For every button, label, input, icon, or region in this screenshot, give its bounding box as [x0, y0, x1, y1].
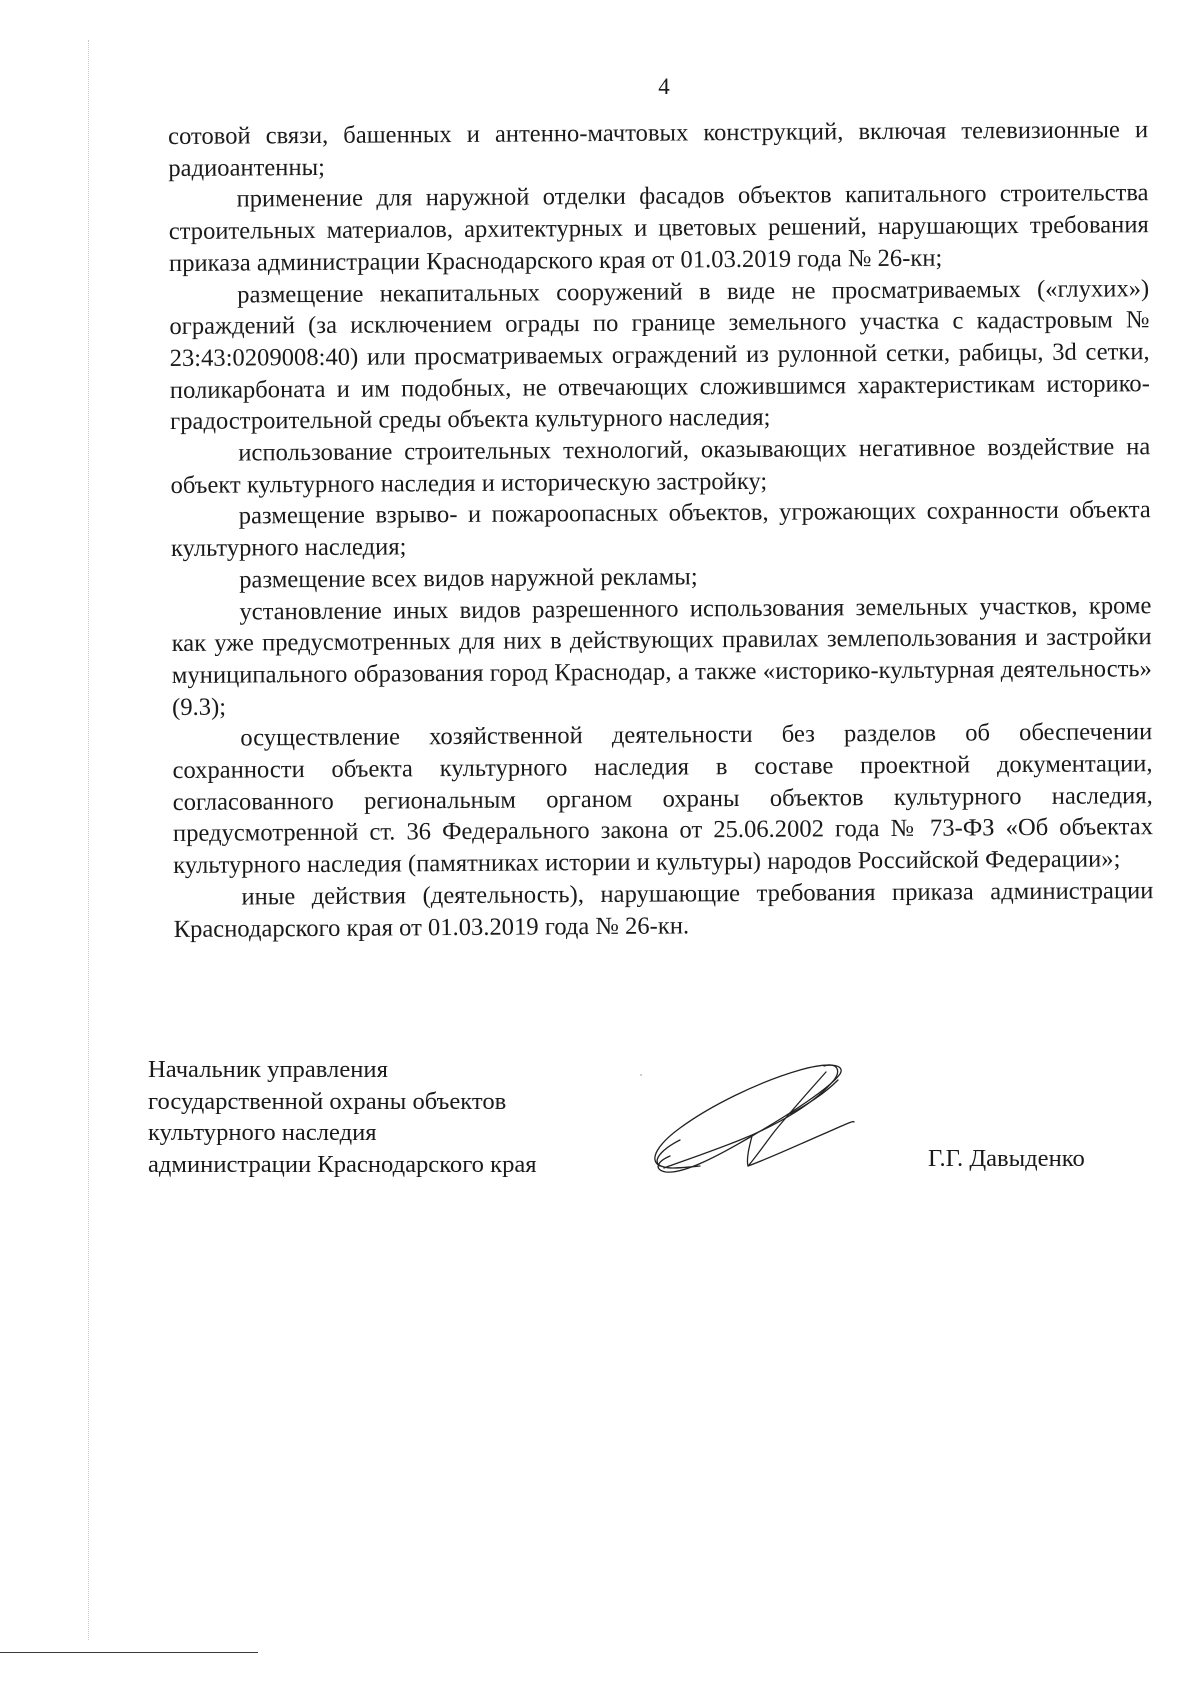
paragraph-9: иные действия (деятельность), нарушающие требования приказа администрации Краснодарского края от 01.03.2019 года № 26-кн. [173, 877, 1154, 943]
signatory-title-line-2: государственной охраны объектов [148, 1087, 507, 1115]
paragraph-3: размещение некапитальных сооружений в виде не просматриваемых («глухих») ограждений (за исключением ограды по границе земельного участка с кадастровым № 23:43:0209008:40) или просматриваемых ограждений из рулонной сетки, рабицы, 3d сетки, поликарбоната и им подобных, не отвечающих сложившимся характеристикам историко-градостроительной среды объекта культурного наследия; [169, 274, 1150, 436]
page-number: 4 [658, 74, 670, 99]
body-text [168, 114, 1154, 945]
paragraph-6: размещение всех видов наружной рекламы; [239, 563, 698, 594]
signatory-title-line-4: администрации Краснодарского края [148, 1150, 537, 1178]
signatory-title [148, 1054, 537, 1180]
paragraph-1: сотовой связи, башенных и антенно-мачтовых конструкций, включая телевизионные и радиоантенны; [168, 116, 1149, 182]
footer-rule [0, 1652, 258, 1653]
handwritten-signature [640, 1040, 920, 1200]
signer-name: Г.Г. Давыденко [928, 1145, 1085, 1172]
paragraph-4: использование строительных технологий, оказывающих негативное воздействие на объект культурного наследия и историческую застройку; [170, 433, 1151, 499]
signatory-title-line-3: культурного наследия [148, 1119, 377, 1146]
paragraph-8: осуществление хозяйственной деятельности без разделов об обеспечении сохранности объекта культурного наследия в составе проектной документации, согласованного региональным органом охраны объектов культурного наследия, предусмотренной ст. 36 Федерального закона от 25.06.2002 года № 73-ФЗ «Об объектах культурного наследия (памятниках истории и культуры) народов Российской Федерации»; [172, 718, 1154, 880]
scan-edge-line [88, 40, 90, 1640]
paragraph-7: установление иных видов разрешенного использования земельных участков, кроме как уже предусмотренных для них в действующих правилах землепользования и застройки муниципального образования город Краснодар, а также «историко-культурная деятельность» (9.3); [171, 591, 1152, 721]
paragraph-5: размещение взрыво- и пожароопасных объектов, угрожающих сохранности объекта культурного наследия; [170, 496, 1151, 563]
paragraph-2: применение для наружной отделки фасадов объектов капитального строительства строительных материалов, архитектурных и цветовых решений, нарушающих требования приказа администрации Краснодарского края от 01.03.2019 года № 26-кн; [168, 179, 1149, 277]
signatory-title-line-1: Начальник управления [148, 1056, 388, 1083]
